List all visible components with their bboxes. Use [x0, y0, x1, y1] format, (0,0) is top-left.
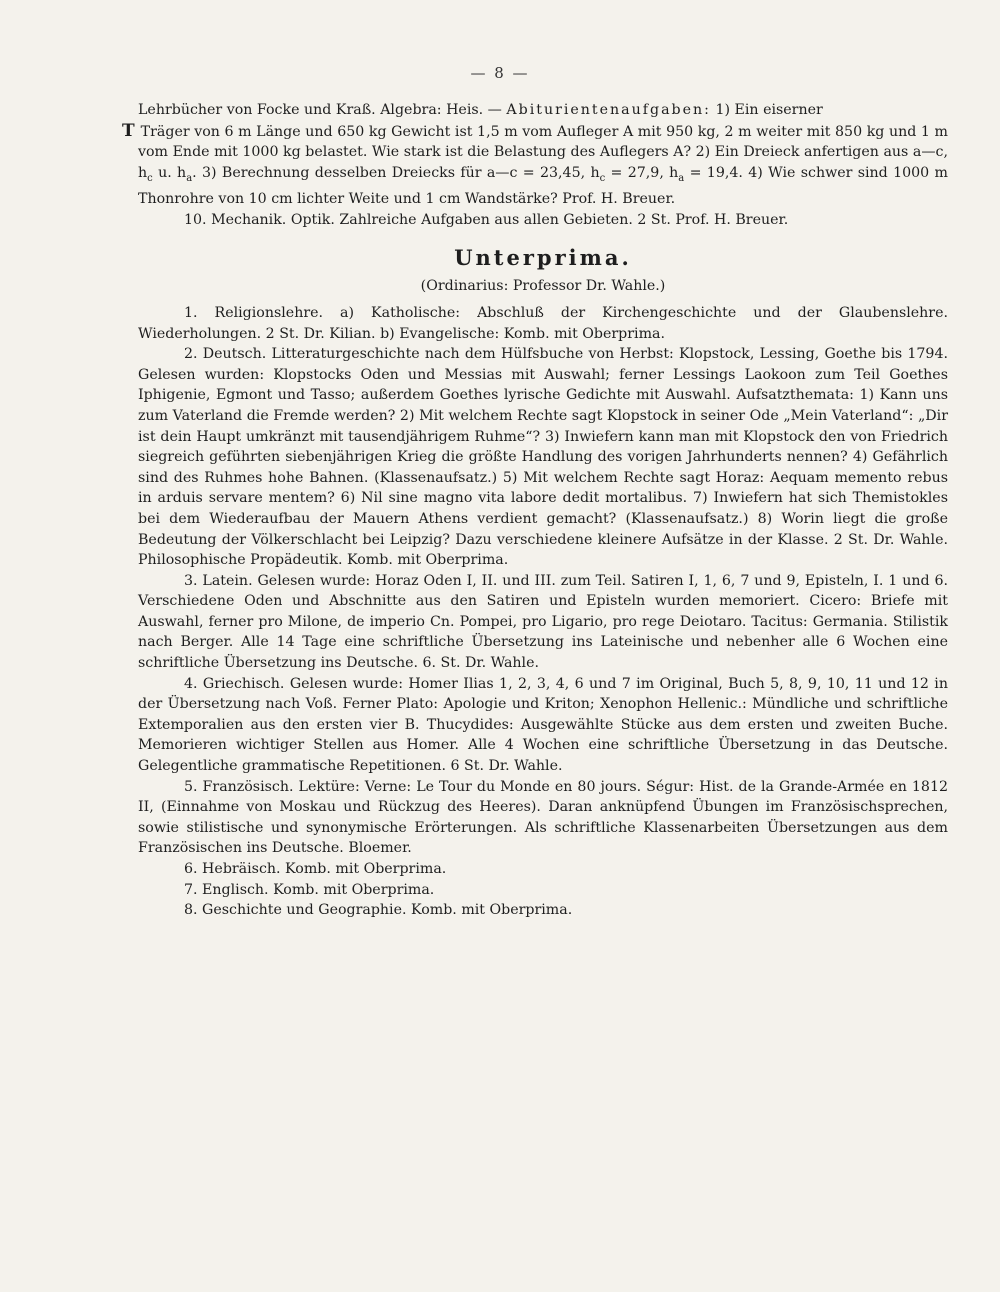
mechanik-paragraph: 10. Mechanik. Optik. Zahlreiche Aufgaben aus allen Gebieten. 2 St. Prof. H. Breuer.: [184, 211, 789, 228]
abitur-label: Abiturientenaufgaben:: [506, 102, 711, 118]
paragraph-religion: 1. Religionslehre. a) Katholische: Abschluß der Kirchengeschichte und der Glaubenslehre. Wiederholungen. 2 St. Dr. Kilian. b) Evangelische: Komb. mit Oberprima.: [138, 304, 948, 342]
ordinarius-line: (Ordinarius: Professor Dr. Wahle.): [420, 278, 666, 295]
section-title: Unterprima.: [454, 245, 632, 271]
paragraph-franzoesisch: 5. Französisch. Lektüre: Verne: Le Tour du Monde en 80 jours. Ségur: Hist. de la Grande-Armée en 1812 II, (Einnahme von Moskau und Rückzug des Heeres). Daran anknüpfend Übungen im Französischsprechen, sowie stilistische und synonymische Erörterungen. Als schriftliche Klassenarbeiten Übersetzungen aus dem Französischen ins Deutsche. Bloemer.: [138, 778, 948, 857]
paragraph-deutsch: 2. Deutsch. Litteraturgeschichte nach dem Hülfsbuche von Herbst: Klopstock, Lessing, Goethe bis 1794. Gelesen wurden: Klopstocks Oden und Messias mit Auswahl; ferner Lessings Laokoon zum Teil Goethes Iphigenie, Egmont und Tasso; außerdem Goethes lyrische Gedichte mit Auswahl. Aufsatzthemata: 1) Kann uns zum Vaterland die Fremde werden? 2) Mit welchem Rechte sagt Klopstock in seiner Ode „Mein Vaterland“: „Dir ist dein Haupt umkränzt mit tausendjährigem Ruhme“? 3) Inwiefern kann man mit Klopstock den von Friedrich siegreich geführten siebenjährigen Krieg die größte Handlung des vorigen Jahrhunderts nennen? 4) Gefährlich sind des Ruhmes hohe Bahnen. (Klassenaufsatz.) 5) Mit welchem Rechte sagt Horaz: Aequam memento rebus in arduis servare mentem? 6) Nil sine magno vita labore dedit mortalibus. 7) Inwiefern hat sich Themistokles bei dem Wiederaufbau der Mauern Athens verdient gemacht? (Klassenaufsatz.) 8) Worin liegt die große Bedeutung der Völkerschlacht bei Leipzig? Dazu verschiedene kleinere Aufsätze in der Klasse. 2 St. Dr. Wahle. Philosophische Propädeutik. Komb. mit Oberprima.: [138, 346, 948, 569]
paragraph-latein: 3. Latein. Gelesen wurde: Horaz Oden I, II. und III. zum Teil. Satiren I, 1, 6, 7 und 9, Episteln, I. 1 und 6. Verschiedene Oden und Abschnitte aus den Satiren und Episteln wurden memoriert. Cicero: Briefe mit Auswahl, ferner pro Milone, de imperio Cn. Pompei, pro Ligario, pro rege Deiotaro. Tacitus: Germania. Stilistik nach Berger. Alle 14 Tage eine schriftliche Übersetzung ins Lateinische und nebenher alle 6 Wochen eine schriftliche Übersetzung ins Deutsche. 6. St. Dr. Wahle.: [138, 572, 948, 672]
paragraph-englisch: 7. Englisch. Komb. mit Oberprima.: [184, 881, 435, 898]
paragraph-hebraeisch: 6. Hebräisch. Komb. mit Oberprima.: [184, 861, 447, 878]
t-beam-symbol: T: [122, 120, 135, 141]
page-body: [122, 100, 948, 921]
abitur-paragraph: Lehrbücher von Focke und Kraß. Algebra: Heis. — Abiturientenaufgaben: 1) Ein eiserner T Träger von 6 m Länge und 650 kg Gewicht ist 1,5 m vom Aufleger A mit 950 kg, 2 m weiter mit 850 kg und 1 m vom Ende mit 1000 kg belastet. Wie stark ist die Belastung des Auflegers A? 2) Ein Dreieck anfertigen aus a—c, $h_c$ u. $h_a$. 3) Berechnung desselben Dreiecks für a—c = 23,45, $h_c = 27,9$, $h_a = 19,4$. 4) Wie schwer sind 1000 m Thonrohre von 10 cm lichter Weite und 1 cm Wandstärke? Prof. H. Breuer.: [122, 102, 948, 208]
paragraph-geschichte: 8. Geschichte und Geographie. Komb. mit Oberprima.: [184, 902, 573, 919]
paragraph-griechisch: 4. Griechisch. Gelesen wurde: Homer Ilias 1, 2, 3, 4, 6 und 7 im Original, Buch 5, 8, 9, 10, 11 und 12 in der Übersetzung nach Voß. Ferner Plato: Apologie und Kriton; Xenophon Hellenic.: Mündliche und schriftliche Extemporalien aus den ersten vier B. Thucydides: Ausgewählte Stücke aus dem ersten und zweiten Buche. Memorieren wichtiger Stellen aus Homer. Alle 4 Wochen eine schriftliche Übersetzung in das Deutsche. Gelegentliche grammatische Repetitionen. 6 St. Dr. Wahle.: [138, 675, 948, 775]
page-number: — 8 —: [470, 64, 530, 82]
